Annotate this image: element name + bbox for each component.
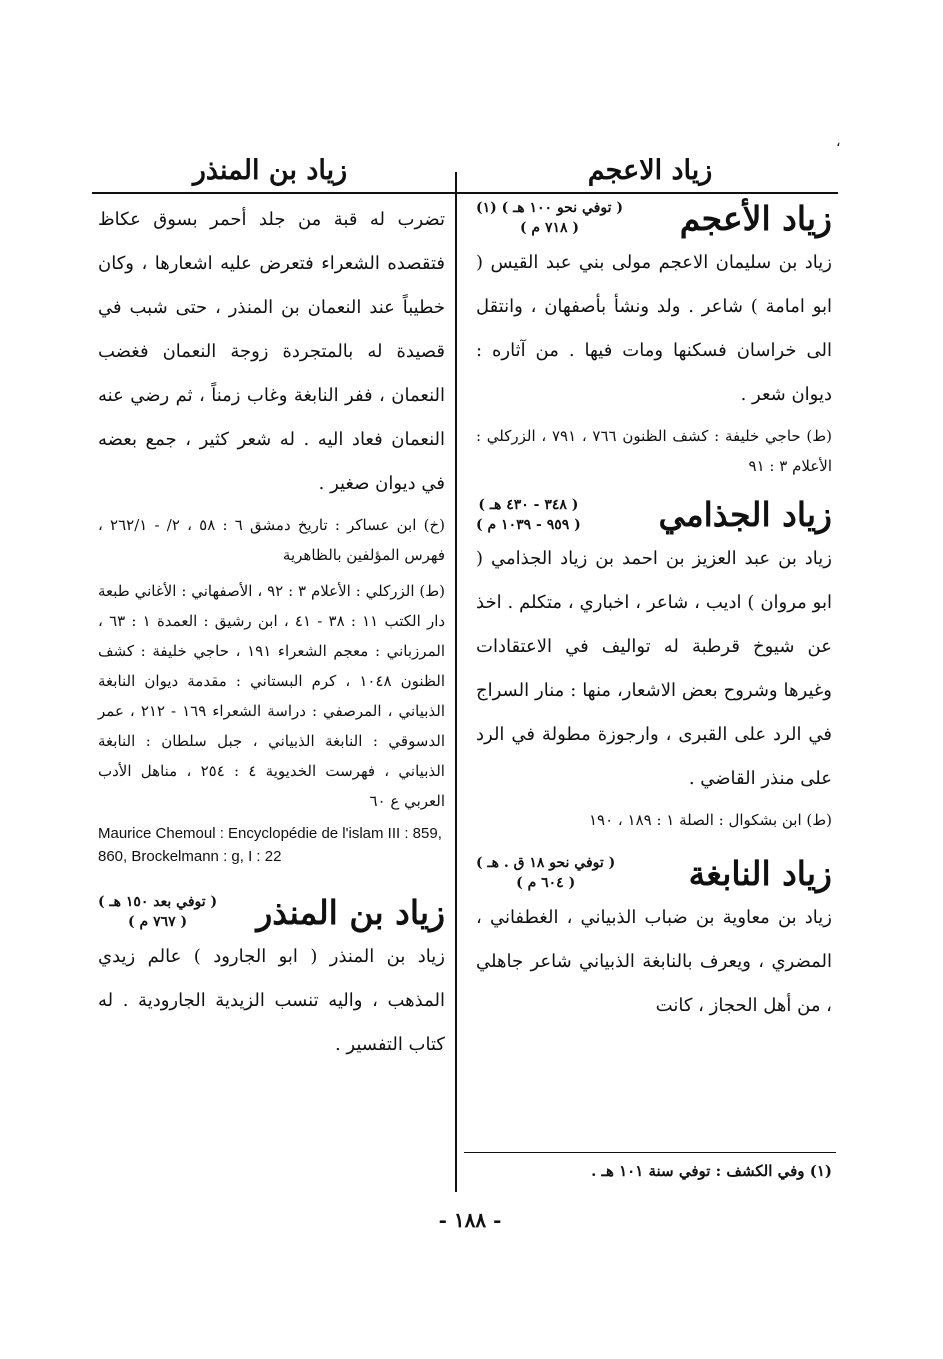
footnote: (١) وفي الكشف : توفي سنة ١٠١ هـ . — [591, 1162, 832, 1180]
entry-sources: (ط) ابن بشكوال : الصلة ١ : ١٨٩ ، ١٩٠ — [588, 811, 832, 830]
entry-title: زياد بن المنذر — [256, 892, 445, 932]
sources-printed: (ط) الزركلي : الأعلام ٣ : ٩٢ ، الأصفهاني : الأغاني طبعة دار الكتب ١١ : ٣٨ - ٤١ ، ابن رشيق : العمدة ١ : ٦٣ ، المرزباني : معجم الشعراء ١٩١ ، حاجي خليفة : كشف الظنون ١٠٤٨ ، كرم البستاني : مقدمة ديوان النابغة الذبياني ، المرصفي : دراسة الشعراء ١٦٩ - ٢١٢ ، عمر الدسوقي : النابغة الذبياني ، جبل سلطان : النابغة الذبياني ، فهرست الخديوية ٤ : ٢٥٤ ، مناهل الأدب العربي ع ٦٠ — [98, 582, 446, 810]
date-hijri: ( توفي نحو ١٠٠ هـ ) (١) — [476, 200, 623, 216]
entry-header — [476, 198, 832, 239]
entry-ziyad-al-ajam — [476, 198, 832, 481]
entry-ziyad-al-nabigha — [476, 853, 832, 1028]
column-divider — [455, 172, 457, 1192]
entry-header — [476, 495, 832, 536]
date-hijri: ( توفي نحو ١٨ ق . هـ ) — [476, 855, 616, 872]
footnote-rule — [464, 1152, 836, 1153]
entry-ziyad-al-judhami — [476, 495, 832, 836]
entry-body: زياد بن عبد العزيز بن احمد بن زياد الجذامي ( ابو مروان ) اديب ، شاعر ، اخباري ، متكلم . اخذ عن شيوخ قرطبة له تواليف في الاعتقادات وغيرها وشروح بعض الاشعار، منها : منار السراج في الرد على القبرى ، وارجوزة مطولة في الرد على منذر القاضي . — [476, 548, 832, 790]
page-number: - ١٨٨ - — [438, 1208, 502, 1232]
entry-continuation: تضرب له قبة من جلد أحمر بسوق عكاظ فتقصده الشعراء فتعرض عليه اشعارها ، وكان خطيباً عند النعمان بن المنذر ، حتى شبب في قصيدة له بالمتجردة زوجة النعمان فغضب النعمان ، ففر النابغة وغاب زمناً ، ثم رضي عنه النعمان فعاد اليه . له شعر كثير ، جمع بعضه في ديوان صغير . — [98, 209, 445, 494]
entry-body: زياد بن سليمان الاعجم مولى بني عبد القيس ( ابو امامة ) شاعر . ولد ونشأ بأصفهان ، وانتقل الى خراسان فسكنها ومات فيها . من آثاره : ديوان شعر . — [476, 251, 832, 405]
entry-body: زياد بن المنذر ( ابو الجارود ) عالم زيدي المذهب ، واليه تنسب الزيدية الجارودية . له كتاب التفسير . — [98, 945, 445, 1055]
date-gregorian: ( ٧١٨ م ) — [519, 220, 580, 237]
right-column — [476, 198, 832, 1030]
entry-title: زياد النابغة — [688, 853, 832, 893]
entry-dates — [98, 892, 217, 933]
date-hijri: ( توفي بعد ١٥٠ هـ ) — [98, 894, 218, 910]
latin-reference: Maurice Chemoul : Encyclopédie de l'islam III : 859, 860, Brockelmann : g, I : 22 — [98, 825, 442, 865]
entry-title: زياد الأعجم — [679, 198, 832, 238]
running-head-left: زياد بن المنذر — [192, 155, 348, 186]
entry-header — [476, 853, 832, 894]
date-gregorian: ( ٩٥٩ - ١٠٣٩ م ) — [476, 516, 581, 533]
date-gregorian: ( ٦٠٤ م ) — [516, 875, 576, 892]
corner-mark: ، — [836, 134, 841, 150]
entry-ziyad-ibn-al-mundhir — [98, 892, 445, 1067]
entry-dates — [476, 198, 623, 239]
running-head-right: زياد الاعجم — [587, 155, 713, 186]
entry-sources: (ط) حاجي خليفة : كشف الظنون ٧٦٦ ، ٧٩١ ، الزركلي : الأعلام ٣ : ٩١ — [476, 426, 832, 475]
header-rule — [92, 192, 838, 194]
date-hijri: ( ٣٤٨ - ٤٣٠ هـ ) — [478, 496, 579, 513]
entry-title: زياد الجذامي — [658, 495, 832, 535]
sources-manuscripts: (خ) ابن عساكر : تاريخ دمشق ٦ : ٥٨ ، ٢/ - ٢٦٢/١ ، فهرس المؤلفين بالظاهرية — [98, 516, 445, 564]
date-gregorian: ( ٧٦٧ م ) — [128, 914, 188, 931]
left-column — [98, 198, 445, 1069]
entry-dates — [476, 495, 581, 536]
entry-body: زياد بن معاوية بن ضباب الذبياني ، الغطفاني ، المضري ، ويعرف بالنابغة الذبياني شاعر جاهلي ، من أهل الحجاز ، كانت — [476, 906, 832, 1016]
entry-header — [98, 892, 445, 933]
entry-dates — [476, 853, 615, 894]
